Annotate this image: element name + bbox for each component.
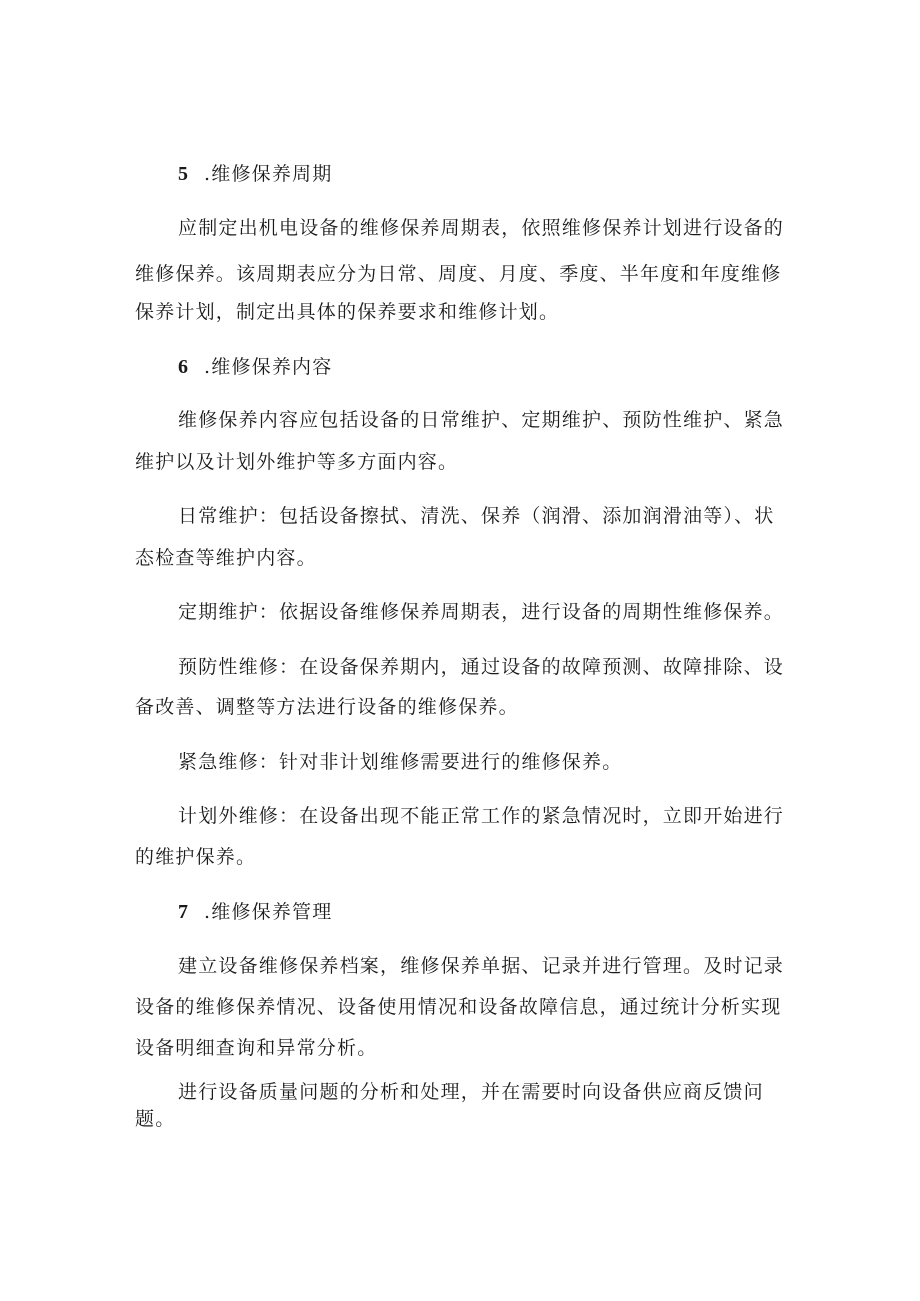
section-5-heading: [178, 162, 332, 186]
paragraph-line: 维修保养内容应包括设备的日常维护、定期维护、预防性维护、紧急: [178, 409, 785, 431]
paragraph-line: 态检查等维护内容。: [135, 547, 317, 569]
paragraph-line: 定期维护：依据设备维修保养周期表，进行设备的周期性维修保养。: [178, 601, 785, 623]
paragraph-line: 日常维护：包括设备擦拭、清洗、保养（润滑、添加润滑油等）、状: [178, 505, 775, 527]
paragraph-line: 设备的维修保养情况、设备使用情况和设备故障信息，通过统计分析实现: [135, 996, 782, 1018]
paragraph-line: 保养计划，制定出具体的保养要求和维修计划。: [135, 301, 560, 323]
section-number: 6: [178, 356, 190, 378]
paragraph-line: 紧急维修：针对非计划维修需要进行的维修保养。: [178, 751, 623, 773]
paragraph-line: 备改善、调整等方法进行设备的维修保养。: [135, 696, 519, 718]
section-6-heading: [178, 355, 332, 379]
paragraph-line: 维修保养。该周期表应分为日常、周度、月度、季度、半年度和年度维修: [135, 263, 782, 285]
section-7-heading: [178, 900, 332, 924]
section-title: .维修保养内容: [204, 356, 333, 378]
paragraph-line: 计划外维修：在设备出现不能正常工作的紧急情况时，立即开始进行: [178, 805, 785, 827]
paragraph-line: 应制定出机电设备的维修保养周期表，依照维修保养计划进行设备的: [178, 217, 785, 239]
paragraph-line: 设备明细查询和异常分析。: [135, 1037, 378, 1059]
paragraph-line: 维护以及计划外维护等多方面内容。: [135, 451, 459, 473]
section-number: 5: [178, 163, 190, 185]
paragraph-line: 的维护保养。: [135, 846, 257, 868]
paragraph-line: 进行设备质量问题的分析和处理，并在需要时向设备供应商反馈问: [178, 1081, 764, 1103]
paragraph-line: 题。: [135, 1108, 176, 1130]
section-title: .维修保养周期: [204, 163, 333, 185]
section-title: .维修保养管理: [204, 901, 333, 923]
paragraph-line: 预防性维修：在设备保养期内，通过设备的故障预测、故障排除、设: [178, 656, 785, 678]
paragraph-line: 建立设备维修保养档案，维修保养单据、记录并进行管理。及时记录: [178, 955, 785, 977]
section-number: 7: [178, 901, 190, 923]
